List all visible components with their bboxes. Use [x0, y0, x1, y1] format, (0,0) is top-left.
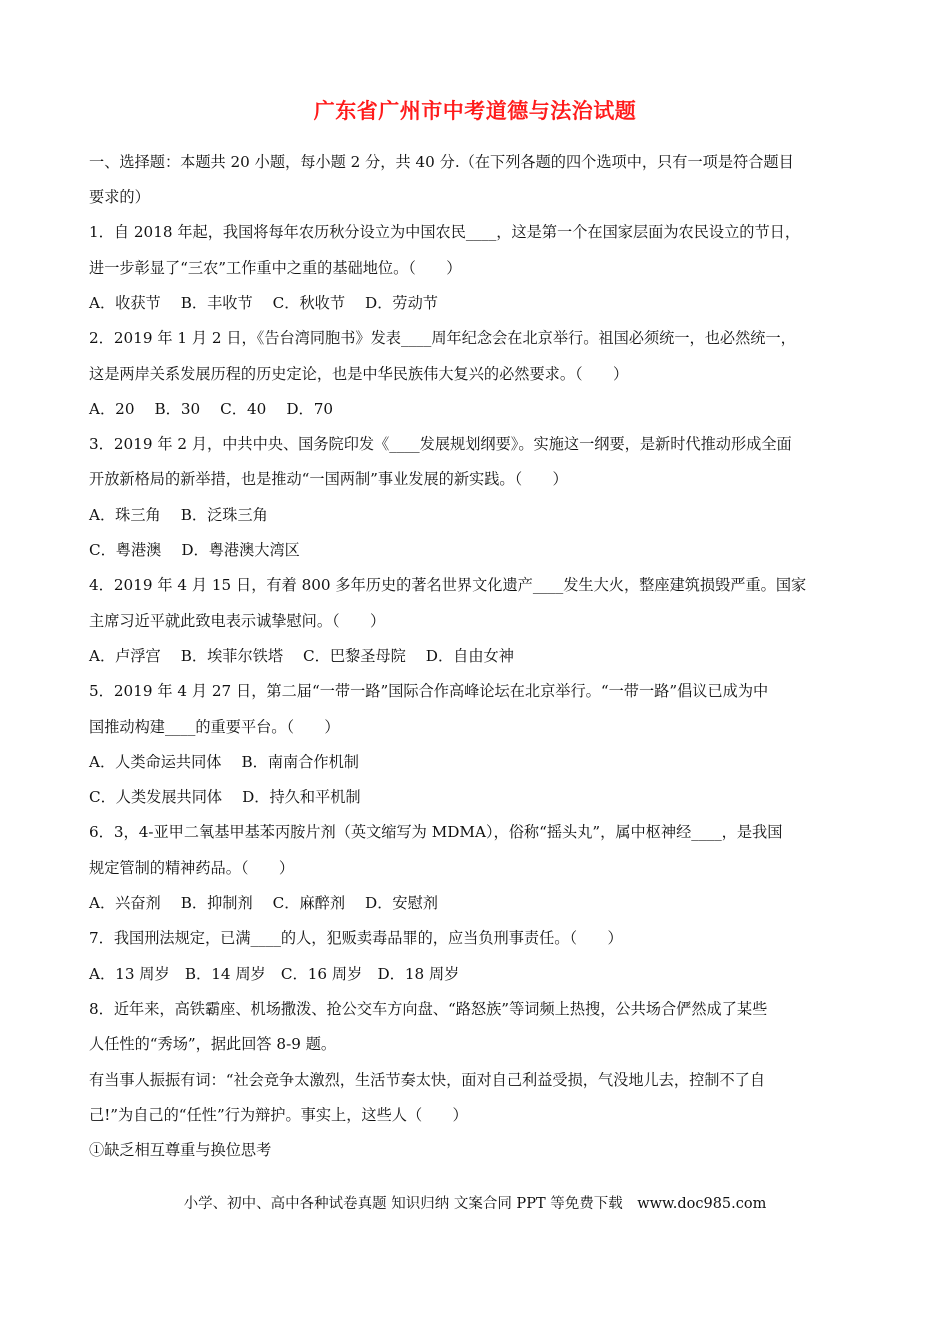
- question-4: 4．2019 年 4 月 15 日，有着 800 多年历史的著名世界文化遗产____发生大火，整座建筑损毁严重。国家: [89, 576, 807, 594]
- question-3-options-row2: C．粤港澳 D．粤港澳大湾区: [89, 541, 300, 559]
- section-intro: 一、选择题：本题共 20 小题，每小题 2 分，共 40 分.（在下列各题的四个选项中，只有一项是符合题目: [89, 153, 794, 171]
- question-8-material: 有当事人振振有词：“社会竞争太激烈，生活节奏太快，面对自己利益受损，气没地儿去，控制不了自: [89, 1071, 766, 1089]
- question-1: 1．自 2018 年起，我国将每年农历秋分设立为中国农民____，这是第一个在国家层面为农民设立的节日，: [89, 223, 801, 241]
- page-title: 广东省广州市中考道德与法治试题: [313, 98, 637, 123]
- question-7: 7．我国刑法规定，已满____的人，犯贩卖毒品罪的，应当负刑事责任。（ ）: [89, 929, 623, 947]
- question-1-cont: 进一步彰显了“三农”工作重中之重的基础地位。（ ）: [89, 259, 462, 277]
- question-6-options: A．兴奋剂 B．抑制剂 C．麻醉剂 D．安慰剂: [89, 894, 438, 912]
- question-3-options-row1: A．珠三角 B．泛珠三角: [89, 506, 268, 524]
- question-3-cont: 开放新格局的新举措，也是推动“一国两制”事业发展的新实践。（ ）: [89, 470, 568, 488]
- question-8-statement-1: ①缺乏相互尊重与换位思考: [89, 1141, 272, 1159]
- question-6: 6．3，4-亚甲二氧基甲基苯丙胺片剂（英文缩写为 MDMA），俗称“摇头丸”，属中枢神经____，是我国: [89, 823, 783, 841]
- question-2-options: A．20 B．30 C．40 D．70: [89, 400, 334, 418]
- question-6-cont: 规定管制的精神药品。（ ）: [89, 859, 295, 877]
- question-8: 8．近年来，高铁霸座、机场撒泼、抢公交车方向盘、“路怒族”等词频上热搜，公共场合俨然成了某些: [89, 1000, 768, 1018]
- question-3: 3．2019 年 2 月，中共中央、国务院印发《____发展规划纲要》。实施这一纲要，是新时代推动形成全面: [89, 435, 792, 453]
- question-4-cont: 主席习近平就此致电表示诚挚慰问。（ ）: [89, 612, 386, 630]
- question-5-options-row1: A．人类命运共同体 B．南南合作机制: [89, 753, 359, 771]
- question-5-options-row2: C．人类发展共同体 D．持久和平机制: [89, 788, 361, 806]
- section-intro-cont: 要求的）: [89, 188, 150, 206]
- question-1-options: A．收获节 B．丰收节 C．秋收节 D．劳动节: [89, 294, 438, 312]
- question-7-options: A．13 周岁 B．14 周岁 C．16 周岁 D．18 周岁: [89, 965, 460, 983]
- question-2-cont: 这是两岸关系发展历程的历史定论，也是中华民族伟大复兴的必然要求。（ ）: [89, 365, 629, 383]
- question-8-cont: 人任性的“秀场”，据此回答 8-9 题。: [89, 1035, 337, 1053]
- question-8-material-cont: 己!”为自己的“任性”行为辩护。事实上，这些人（ ）: [89, 1106, 468, 1124]
- question-5-cont: 国推动构建____的重要平台。（ ）: [89, 718, 340, 736]
- question-4-options: A．卢浮宫 B．埃菲尔铁塔 C．巴黎圣母院 D．自由女神: [89, 647, 514, 665]
- page-footer: 小学、初中、高中各种试卷真题 知识归纳 文案合同 PPT 等免费下载 www.doc985.com: [183, 1196, 767, 1212]
- question-5: 5．2019 年 4 月 27 日，第二届“一带一路”国际合作高峰论坛在北京举行。“一带一路”倡议已成为中: [89, 682, 769, 700]
- question-2: 2．2019 年 1 月 2 日，《告台湾同胞书》发表____周年纪念会在北京举行。祖国必须统一，也必然统一，: [89, 329, 796, 347]
